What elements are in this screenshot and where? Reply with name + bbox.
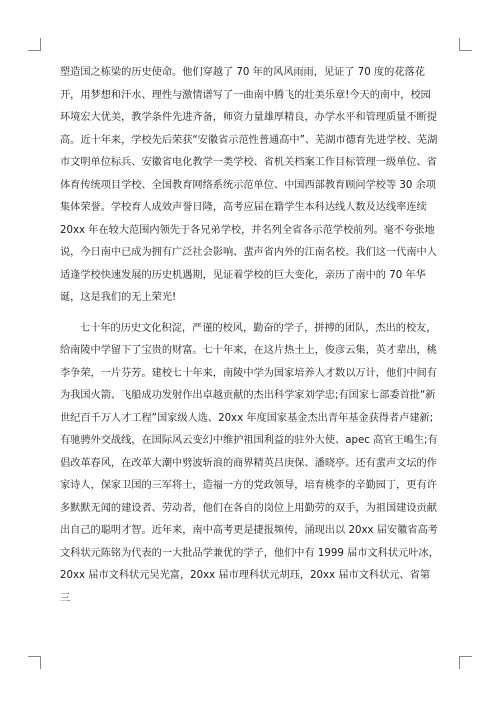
crop-mark-top-right bbox=[459, 38, 472, 51]
paragraph-2: 七十年的历史文化积淀，严谨的校风，勤奋的学子，拼搏的团队，杰出的校友，给南陵中学留下了宝贵的财富。七十年来，在这片热土上，俊彦云集，英才辈出，桃李争荣，一片芬芳。建校七十年来，南陵中学为国家培养人才数以万计，他们中间有为我国火箭、飞船成功发射作出卓越贡献的杰出科学家刘学忠;有国家七部委首批“新世纪百千万人才工程”国家级人选、20xx 年度国家基金杰出青年基金获得者卢建新;有驰骋外交战线，在国际风云变幻中维护祖国利益的驻外大使、apec 高官王嶋生;有倡改革春风，在改革大潮中劈波斩浪的商界精英吕庚保、潘晓亭。还有蜚声文坛的作家诗人，保家卫国的三军将士，造福一方的党政领导，培育桃李的辛勤园丁，更有许多默默无闻的建设者、劳动者，他们在各自的岗位上用勤劳的双手，为祖国建设贡献出自己的聪明才智。近年来，南中高考更是捷报频传，涌现出以 20xx 届安徽省高考文科状元陈铭为代表的一大批品学兼优的学子，他们中有 1999 届市文科状元叶冰，20xx 届市文科状元吴光富，20xx 届市理科状元胡珏，20xx 届市文科状元、省第三 bbox=[60, 322, 439, 604]
crop-mark-bottom-right bbox=[459, 656, 472, 669]
paragraph-1: 塑造国之栋梁的历史使命。他们穿越了 70 年的风风雨雨，见证了 70 度的花落花开，用梦想和汗水、理性与激情谱写了一曲南中腾飞的壮美乐章!今天的南中，校园环境宏大优美，教学条件先进齐备，师资力量雄厚精良，办学水平和管理质量不断提高。近十年来，学校先后荣获“安徽省示范性普通高中”、芜湖市德育先进学校、芜湖市文明单位标兵、安徽省电化教学一类学校、省机关档案工作目标管理一级单位、省体育传统项目学校、全国教育网络系统示范单位、中国西部教育顾问学校等 30 余项集体荣誉。学校育人成效声誉日隆，高考应届在籍学生本科达线人数及达线率连续 20xx 年在较大范围内领先于各兄弟学校，并名列全省各示范学校前列。毫不夸张地说，今日南中已成为拥有广泛社会影响、蜚声省内外的江南名校。我们这一代南中人适逢学校快速发展的历史机遇期，见证着学校的巨大变化，亲历了南中的 70 年华诞，这是我们的无上荣光! bbox=[60, 67, 438, 303]
crop-mark-top-left bbox=[28, 38, 41, 51]
crop-mark-bottom-left bbox=[28, 656, 41, 669]
document-body bbox=[60, 62, 440, 610]
